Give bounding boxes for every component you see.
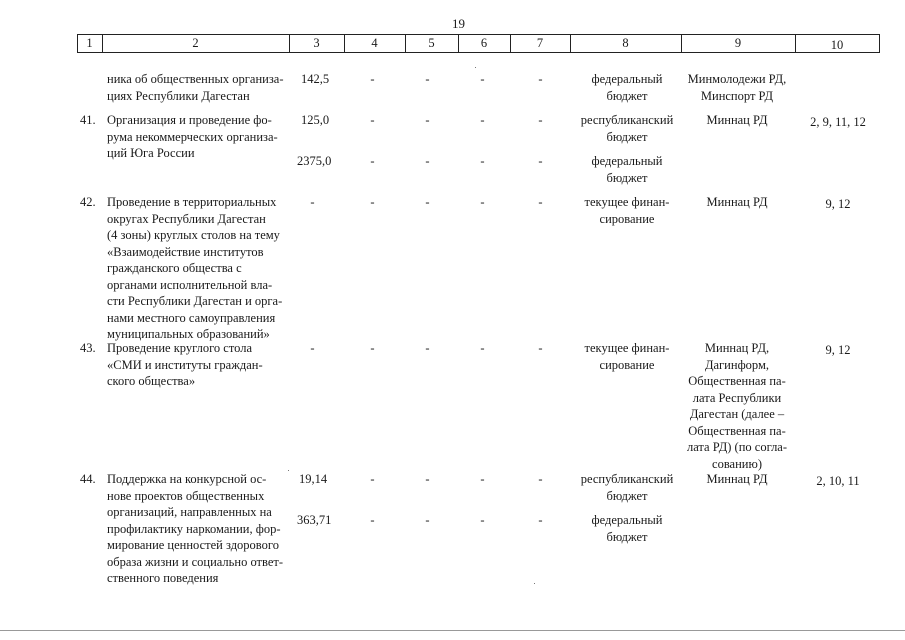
- col-header-4: 4: [371, 36, 378, 50]
- dash-cell: -: [370, 72, 375, 86]
- row-44-executors: Миннац РД: [706, 472, 768, 486]
- row-42-indicators: 9, 12: [825, 197, 851, 211]
- row-r0-executors: Минмолодежи РД, Минспорт РД: [687, 72, 787, 103]
- row-42-amount: -: [310, 195, 315, 209]
- row-42-source: текущее финан- сирование: [584, 195, 670, 226]
- dash-cell: -: [480, 195, 485, 209]
- row-43-amount: -: [310, 341, 315, 355]
- page-bottom-rule: [0, 630, 905, 631]
- header-bottom-rule: [77, 52, 880, 53]
- col-header-5: 5: [428, 36, 435, 50]
- dash-cell: -: [425, 72, 430, 86]
- dash-cell: -: [425, 472, 430, 486]
- col-header-8: 8: [622, 36, 629, 50]
- row-r0-name: ника об общественных организа- циях Республики Дагестан: [107, 72, 284, 103]
- col-header-7: 7: [536, 36, 544, 50]
- row-44-indicators: 2, 10, 11: [816, 474, 860, 488]
- col-header-2: 2: [192, 36, 199, 50]
- row-43-indicators: 9, 12: [825, 343, 851, 357]
- dash-cell: -: [480, 72, 485, 86]
- row-41-amount-1: 125,0: [301, 113, 330, 127]
- dash-cell: -: [370, 341, 375, 355]
- dash-cell: -: [538, 513, 543, 527]
- dash-cell: -: [425, 341, 430, 355]
- col-header-10: 10: [830, 38, 844, 52]
- row-43-executors: Миннац РД, Дагинформ, Общественная па- лата Республики Дагестан (далее – Общественная па- лата РД) (по согла- сованию): [686, 341, 788, 471]
- row-41-source-1: республиканский бюджет: [580, 113, 674, 144]
- dash-cell: -: [480, 472, 485, 486]
- row-44-amount-1: 19,14: [299, 472, 328, 486]
- dash-cell: -: [370, 472, 375, 486]
- row-41-number: 41.: [80, 113, 96, 127]
- row-42-number: 42.: [80, 195, 96, 209]
- header-top-rule: [77, 34, 880, 35]
- dash-cell: -: [538, 472, 543, 486]
- table-header: [77, 34, 880, 53]
- row-43-name: Проведение круглого стола «СМИ и институты граждан- ского общества»: [107, 341, 263, 388]
- row-r0-source: федеральный бюджет: [591, 72, 663, 103]
- row-44-source-1: республиканский бюджет: [580, 472, 674, 503]
- row-41-executors: Миннац РД: [706, 113, 768, 127]
- dash-cell: -: [538, 341, 543, 355]
- row-41-indicators: 2, 9, 11, 12: [810, 115, 866, 129]
- row-44-amount-2: 363,71: [297, 513, 332, 527]
- dash-cell: -: [538, 113, 543, 127]
- scan-speck: [288, 470, 289, 471]
- dash-cell: -: [538, 154, 543, 168]
- dash-cell: -: [370, 113, 375, 127]
- dash-cell: -: [480, 341, 485, 355]
- row-44-name: Поддержка на конкурсной ос- нове проектов общественных организаций, направленных на профилактику наркомании, фор- мирование ценностей здорового образа жизни и социально ответ- ственного поведения: [107, 472, 283, 585]
- row-r0-amount: 142,5: [301, 72, 330, 86]
- row-44-source-2: федеральный бюджет: [591, 513, 663, 544]
- col-header-6: 6: [480, 36, 488, 50]
- dash-cell: -: [425, 154, 430, 168]
- header-divider: [879, 34, 880, 53]
- dash-cell: -: [480, 154, 485, 168]
- col-header-1: 1: [86, 36, 93, 50]
- dash-cell: -: [480, 513, 485, 527]
- dash-cell: -: [370, 513, 375, 527]
- row-43-source: текущее финан- сирование: [584, 341, 670, 372]
- row-43-number: 43.: [80, 341, 96, 355]
- dash-cell: -: [480, 113, 485, 127]
- scan-speck: [475, 67, 476, 68]
- dash-cell: -: [538, 195, 543, 209]
- dash-cell: -: [425, 513, 430, 527]
- row-42-name: Проведение в территориальных округах Республики Дагестан (4 зоны) круглых столов на тему «Взаимодействие институтов гражданского общества с органами исполнительной вла- сти Республики Дагестан и орга- нами местного самоуправления муниципальных образований»: [107, 195, 283, 341]
- row-41-name: Организация и проведение фо- рума некоммерческих организа- ций Юга России: [107, 113, 278, 160]
- col-header-3: 3: [313, 36, 320, 50]
- row-44-number: 44.: [80, 472, 96, 486]
- dash-cell: -: [425, 195, 430, 209]
- scan-speck: [534, 583, 535, 584]
- dash-cell: -: [538, 72, 543, 86]
- col-header-9: 9: [734, 36, 742, 50]
- dash-cell: -: [370, 195, 375, 209]
- dash-cell: -: [425, 113, 430, 127]
- page-number: 19: [452, 16, 465, 31]
- row-41-source-2: федеральный бюджет: [591, 154, 663, 185]
- row-42-executors: Миннац РД: [706, 195, 768, 209]
- row-41-amount-2: 2375,0: [297, 154, 332, 168]
- dash-cell: -: [370, 154, 375, 168]
